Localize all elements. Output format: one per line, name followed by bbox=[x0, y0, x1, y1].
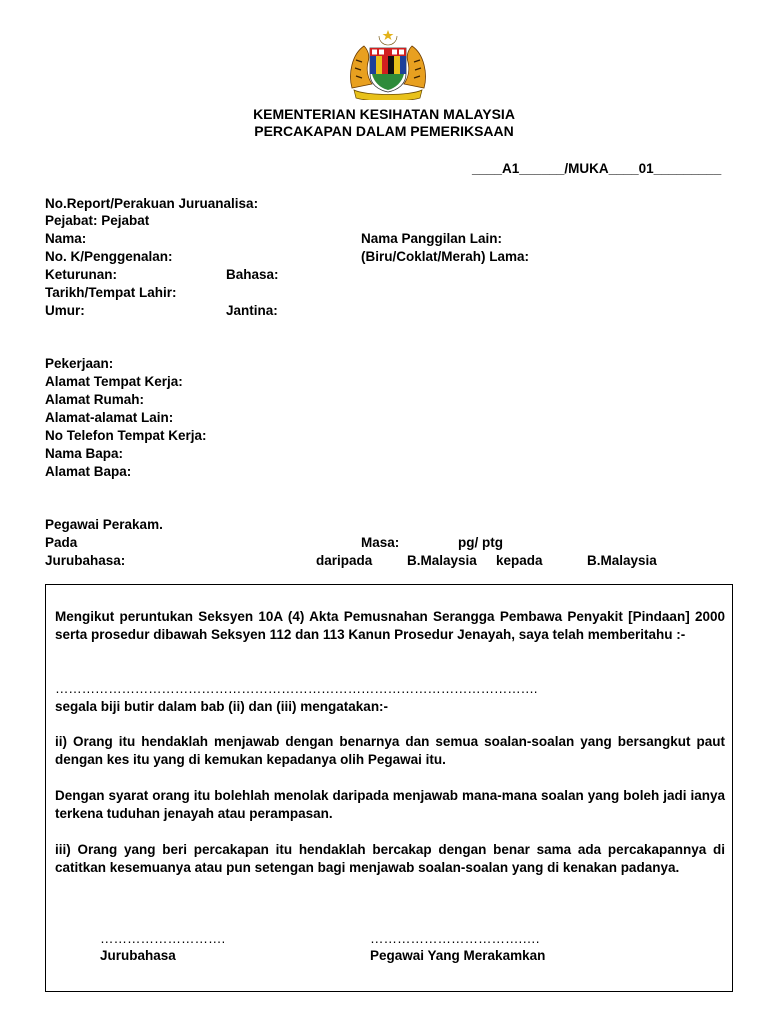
caution-paragraph-1: Mengikut peruntukan Seksyen 10A (4) Akta Pemusnahan Serangga Pembawa Penyakit [Pindaan] 2000 serta prosedur dibawah Seksyen 112 dan 113 Kanun Prosedur Jenayah, saya telah memberitahu :- bbox=[55, 609, 725, 642]
caution-paragraph-4: Dengan syarat orang itu bolehlah menolak daripada menjawab mana-mana soalan yang boleh jadi ianya terkena tuduhan jenayah atau perampasan. bbox=[55, 788, 725, 821]
alamat-bapa-label: Alamat Bapa: bbox=[45, 464, 132, 479]
kepada-label: kepada bbox=[496, 553, 543, 568]
officer-signature-line: …………………………….…. bbox=[370, 931, 540, 946]
caution-paragraph-3: ii) Orang itu hendaklah menjawab dengan benarnya dan semua soalan-soalan yang bersangkut paut dengan kes itu yang di kemukan kepadanya olih Pegawai itu. bbox=[55, 734, 725, 767]
reference-number: ____A1______/MUKA____01_________ bbox=[472, 161, 722, 176]
nama-panggilan-label: Nama Panggilan Lain: bbox=[361, 231, 503, 246]
coat-of-arms-logo bbox=[346, 30, 430, 100]
pekerjaan-label: Pekerjaan: bbox=[45, 356, 114, 371]
caution-dotted-line: ………………………………………………………………………………………………. bbox=[55, 681, 538, 696]
telefon-kerja-label: No Telefon Tempat Kerja: bbox=[45, 428, 207, 443]
pg-ptg-label: pg/ ptg bbox=[458, 535, 503, 550]
jurubahasa-label: Jurubahasa: bbox=[45, 553, 126, 568]
pegawai-perakam-label: Pegawai Perakam. bbox=[45, 517, 163, 532]
language-to: B.Malaysia bbox=[587, 553, 657, 568]
nama-label: Nama: bbox=[45, 231, 87, 246]
kad-warna-label: (Biru/Coklat/Merah) Lama: bbox=[361, 249, 530, 264]
no-kp-label: No. K/Penggenalan: bbox=[45, 249, 173, 264]
pada-label: Pada bbox=[45, 535, 78, 550]
nama-bapa-label: Nama Bapa: bbox=[45, 446, 124, 461]
ministry-title: KEMENTERIAN KESIHATAN MALAYSIA bbox=[253, 106, 515, 122]
bahasa-label: Bahasa: bbox=[226, 267, 279, 282]
language-from: B.Malaysia bbox=[407, 553, 477, 568]
document-title: PERCAKAPAN DALAM PEMERIKSAAN bbox=[254, 123, 514, 139]
masa-label: Masa: bbox=[361, 535, 400, 550]
interpreter-signature-line: ………………………. bbox=[100, 931, 226, 946]
daripada-label: daripada bbox=[316, 553, 373, 568]
alamat-lain-label: Alamat-alamat Lain: bbox=[45, 410, 174, 425]
caution-paragraph-5: iii) Orang yang beri percakapan itu hendaklah bercakap dengan benar sama ada percakapannya di catitkan kesemuanya atau pun setengan bagi menjawab soalan-soalan yang di kenakan padanya. bbox=[55, 842, 725, 875]
jantina-label: Jantina: bbox=[226, 303, 278, 318]
caution-paragraph-2: segala biji butir dalam bab (ii) dan (iii) mengatakan:- bbox=[55, 699, 389, 714]
pejabat-label: Pejabat: Pejabat bbox=[45, 213, 150, 228]
keturunan-label: Keturunan: bbox=[45, 267, 117, 282]
officer-signature-label: Pegawai Yang Merakamkan bbox=[370, 948, 546, 963]
report-label: No.Report/Perakuan Juruanalisa: bbox=[45, 196, 259, 211]
umur-label: Umur: bbox=[45, 303, 85, 318]
alamat-rumah-label: Alamat Rumah: bbox=[45, 392, 145, 407]
tarikh-lahir-label: Tarikh/Tempat Lahir: bbox=[45, 285, 177, 300]
interpreter-signature-label: Jurubahasa bbox=[100, 948, 176, 963]
alamat-kerja-label: Alamat Tempat Kerja: bbox=[45, 374, 183, 389]
